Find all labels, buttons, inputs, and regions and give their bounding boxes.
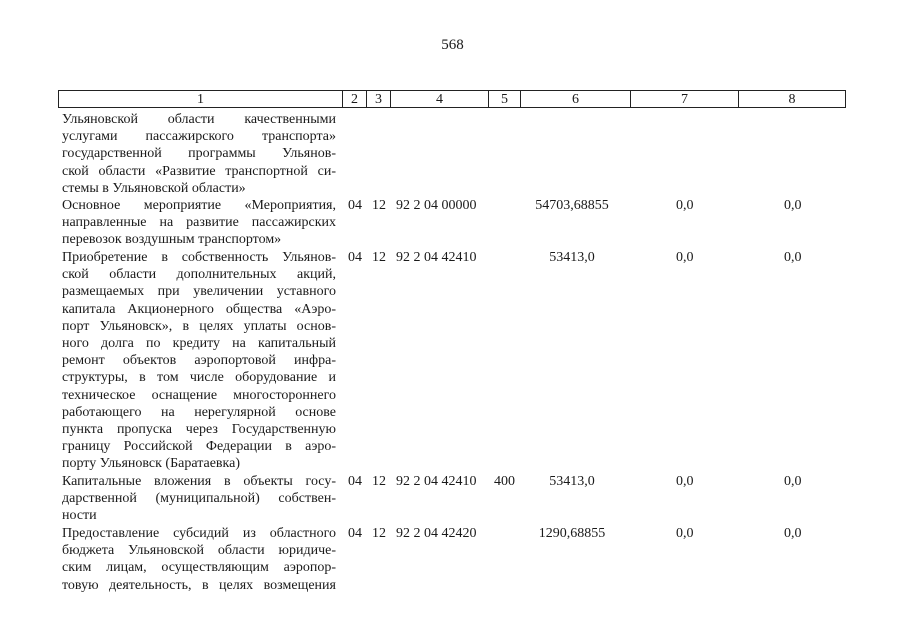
description-line: товую деятельность, в целях возмещения bbox=[62, 577, 336, 593]
header-col-4: 4 bbox=[390, 90, 488, 108]
description-line: ного долга по кредиту на капитальный bbox=[62, 336, 336, 352]
cell-amount: 54703,68855 bbox=[535, 198, 609, 213]
row-description bbox=[62, 249, 336, 473]
cell-col7: 0,0 bbox=[676, 474, 694, 489]
cell-subsection: 12 bbox=[372, 474, 386, 489]
description-line: размещаемых при увеличении уставного bbox=[62, 284, 336, 300]
description-line: структуры, в том числе оборудование и bbox=[62, 370, 336, 386]
description-line: дарственной (муниципальной) собствен- bbox=[62, 491, 336, 507]
row-description bbox=[62, 111, 336, 197]
description-line: государственной программы Ульянов- bbox=[62, 146, 336, 162]
row-description bbox=[62, 473, 336, 525]
description-line: ским лицам, осуществляющим аэропор- bbox=[62, 560, 336, 576]
cell-amount: 1290,68855 bbox=[538, 526, 606, 541]
cell-col8: 0,0 bbox=[784, 198, 802, 213]
cell-section: 04 bbox=[348, 474, 362, 489]
description-line: пункта пропуска через Государственную bbox=[62, 422, 336, 438]
description-line: работающего на нерегулярной основе bbox=[62, 404, 336, 420]
cell-col8: 0,0 bbox=[784, 474, 802, 489]
cell-subsection: 12 bbox=[372, 198, 386, 213]
cell-subsection: 12 bbox=[372, 250, 386, 265]
cell-target-article: 92 2 04 42410 bbox=[396, 474, 477, 489]
cell-section: 04 bbox=[348, 526, 362, 541]
cell-section: 04 bbox=[348, 198, 362, 213]
header-col-7: 7 bbox=[630, 90, 738, 108]
description-line: порт Ульяновск», в целях уплаты основ- bbox=[62, 318, 336, 334]
description-line: Основное мероприятие «Мероприятия, bbox=[62, 198, 336, 213]
header-col-5: 5 bbox=[488, 90, 520, 108]
header-col-1: 1 bbox=[58, 90, 342, 108]
description-line: направленные на развитие пассажирских bbox=[62, 215, 336, 231]
description-line: Приобретение в собственность Ульянов- bbox=[62, 250, 336, 265]
cell-col7: 0,0 bbox=[676, 526, 694, 541]
cell-target-article: 92 2 04 42420 bbox=[396, 526, 477, 541]
row-description bbox=[62, 525, 336, 594]
cell-amount: 53413,0 bbox=[549, 250, 595, 265]
description-line: ремонт объектов аэропортовой инфра- bbox=[62, 353, 336, 369]
description-line: порту Ульяновск (Баратаевка) bbox=[62, 456, 240, 472]
cell-amount: 53413,0 bbox=[549, 474, 595, 489]
page-number: 568 bbox=[441, 37, 464, 53]
description-line: Капитальные вложения в объекты госу- bbox=[62, 474, 336, 489]
description-line: перевозок воздушным транспортом» bbox=[62, 232, 282, 248]
header-col-8: 8 bbox=[738, 90, 846, 108]
description-line: капитала Акционерного общества «Аэро- bbox=[62, 301, 336, 317]
description-line: услугами пассажирского транспорта» bbox=[62, 129, 336, 145]
description-line: ности bbox=[62, 508, 97, 524]
description-line: техническое оснащение многостороннего bbox=[62, 387, 336, 403]
cell-col7: 0,0 bbox=[676, 250, 694, 265]
description-line: стемы в Ульяновской области» bbox=[62, 180, 246, 196]
cell-col8: 0,0 bbox=[784, 526, 802, 541]
cell-col7: 0,0 bbox=[676, 198, 694, 213]
description-line: ской области дополнительных акций, bbox=[62, 267, 336, 283]
cell-target-article: 92 2 04 00000 bbox=[396, 198, 477, 213]
cell-expense-type: 400 bbox=[494, 474, 515, 489]
cell-subsection: 12 bbox=[372, 526, 386, 541]
cell-col8: 0,0 bbox=[784, 250, 802, 265]
description-line: бюджета Ульяновской области юридиче- bbox=[62, 543, 336, 559]
cell-target-article: 92 2 04 42410 bbox=[396, 250, 477, 265]
description-line: ской области «Развитие транспортной си- bbox=[62, 163, 336, 179]
header-col-3: 3 bbox=[366, 90, 390, 108]
header-col-6: 6 bbox=[520, 90, 630, 108]
description-line: Ульяновской области качественными bbox=[62, 112, 336, 127]
header-col-2: 2 bbox=[342, 90, 366, 108]
description-line: границу Российской Федерации в аэро- bbox=[62, 439, 336, 455]
row-description bbox=[62, 197, 336, 249]
description-line: Предоставление субсидий из областного bbox=[62, 526, 336, 541]
cell-section: 04 bbox=[348, 250, 362, 265]
